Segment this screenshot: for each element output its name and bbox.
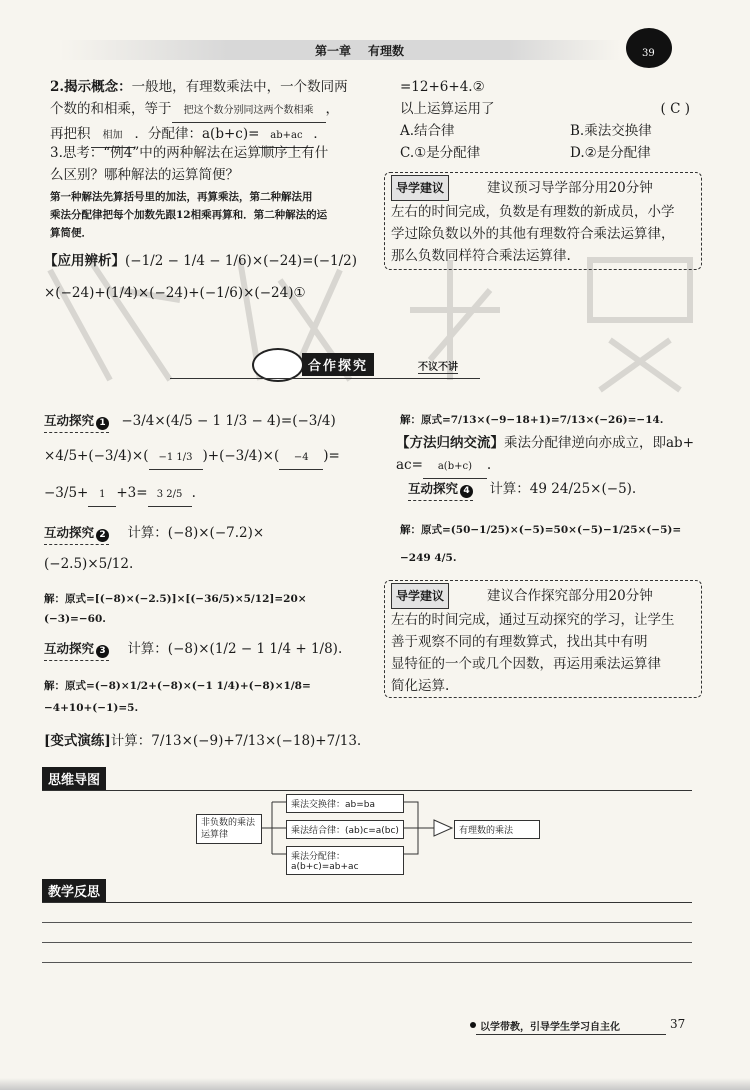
mindmap-item-2: 乘法结合律：(ab)c=a(bc) — [286, 820, 404, 839]
mindmap-item-1: 乘法交换律：ab=ba — [286, 794, 404, 813]
hd2-line2: (−2.5)×5/12. — [44, 556, 134, 572]
footer-page-number: 37 — [670, 1017, 686, 1031]
tip1-line-2: 左右的时间完成，负数是有理数的新成员，小学 — [391, 204, 675, 220]
hd2-label: 互动探究 — [44, 525, 95, 540]
blank-2: 相加 — [91, 125, 135, 148]
hd4-num: 4 — [460, 485, 473, 498]
footer-rule — [476, 1034, 666, 1035]
footer-bullet-icon — [470, 1022, 476, 1028]
hd1 — [44, 410, 374, 507]
tip2-line-1: 建议合作探究部分用20分钟 — [487, 588, 653, 604]
yingyong-line1: (−1/2 − 1/4 − 1/6)×(−24)=(−1/2) — [125, 253, 358, 269]
bottom-edge-shadow — [0, 1078, 750, 1090]
tip2-line-2: 左右的时间完成，通过互动探究的学习，让学生 — [391, 612, 675, 628]
right-solution-cont: 解：原式=7/13×(−9−18+1)=7/13×(−26)=−14. — [400, 414, 664, 426]
option-d: D.②是分配律 — [570, 145, 651, 161]
hd4 — [408, 478, 708, 501]
banner-decoration-icon — [252, 348, 304, 382]
option-c: C.①是分配律 — [400, 145, 481, 161]
item2-line3c: ． — [313, 126, 327, 142]
right-question-text: 以上运算运用了 — [400, 101, 495, 117]
hd1-num: 1 — [96, 417, 109, 430]
hd3-label: 互动探究 — [44, 641, 95, 656]
tip2-line-5: 简化运算. — [391, 678, 450, 694]
right-question-answer: ( C ) — [660, 101, 690, 117]
blank-1: 把这个数分别同这两个数相乘 — [172, 100, 326, 123]
hd1-blank-b: −4 — [279, 447, 323, 470]
banner-rule — [170, 378, 480, 379]
tip-box-2 — [384, 580, 702, 698]
hd2-solution-2: (−3)=−60. — [44, 613, 106, 625]
mindmap-title-text: 思维导图 — [42, 767, 106, 790]
item2 — [50, 76, 360, 148]
fangfa-blank: a(b+c) — [423, 456, 487, 479]
hd3-line1: 计算：(−8)×(1/2 − 1 1/4 + 1/8). — [127, 641, 343, 657]
item2-label: 2.揭示概念： — [50, 79, 132, 95]
mindmap — [190, 790, 550, 870]
hd2-tag — [44, 522, 109, 545]
fangfa-text2b: . — [486, 457, 492, 473]
yingyong-label: 【应用辨析】 — [44, 253, 125, 269]
mindmap-root: 非负数的乘法运算律 — [196, 814, 262, 844]
tip2-line-3: 善于观察不同的有理数算式，找出其中有明 — [391, 634, 648, 650]
tip-box-1 — [384, 172, 702, 270]
tip2-label: 导学建议 — [391, 583, 449, 609]
tip2-line-4: 显特征的一个或几个因数，再运用乘法运算律 — [391, 656, 661, 672]
section-label: 有理数 — [368, 44, 405, 58]
item3-line2: 么区别？哪种解法的运算简便？ — [50, 167, 239, 183]
footer — [470, 1014, 700, 1038]
fangfa-text: 乘法分配律逆向亦成立，即ab+ — [504, 435, 695, 451]
fangfa-text2a: ac= — [396, 457, 423, 473]
item3-answer-2: 乘法分配律把每个加数先跟12相乘再算和．第二种解法的运 — [50, 209, 328, 221]
bianshi-text: 计算：7/13×(−9)+7/13×(−18)+7/13. — [110, 733, 362, 749]
item3 — [50, 142, 370, 242]
hd1-line3c: . — [191, 485, 196, 501]
mindmap-title — [42, 767, 106, 790]
item3-line1: 3.思考：“例4”中的两种解法在运算顺序上有什 — [50, 145, 329, 161]
section-banner — [252, 348, 502, 380]
reflection-line-1 — [42, 922, 692, 923]
item2-line3b: ．分配律：a(b+c)= — [134, 126, 260, 142]
page-header — [60, 40, 620, 60]
option-a: A.结合律 — [400, 123, 455, 139]
hd1-blank-a: −1 1/3 — [149, 447, 203, 470]
fangfa — [396, 432, 706, 479]
hd1-line2b: )+(−3/4)×( — [202, 448, 280, 464]
fangfa-label: 【方法归纳交流】 — [396, 435, 504, 451]
item2-line2b: ， — [325, 101, 339, 117]
page-badge — [626, 28, 672, 68]
hd1-line1: −3/4×(4/5 − 1 1/3 − 4)=(−3/4) — [121, 413, 336, 429]
blank-3: ab+ac — [259, 125, 313, 148]
hd1-blank-c: 1 — [88, 484, 116, 507]
chapter-label: 第一章 — [315, 44, 352, 58]
tip1-line-3: 学过除负数以外的其他有理数符合乘法运算律， — [391, 226, 675, 242]
item3-answer-3: 算简便． — [50, 227, 92, 239]
reflection-line-3 — [42, 962, 692, 963]
hd4-tag — [408, 478, 473, 501]
reflection-rule-top — [42, 902, 692, 903]
tip1-label: 导学建议 — [391, 175, 449, 201]
bianshi-label: [变式演练] — [44, 733, 111, 749]
reflection-line-2 — [42, 942, 692, 943]
item3-answer-1: 第一种解法先算括号里的加法，再算乘法，第二种解法用 — [50, 191, 313, 203]
mindmap-item-3: 乘法分配律：a(b+c)=ab+ac — [286, 846, 404, 875]
right-question — [400, 76, 700, 164]
hd2-num: 2 — [96, 529, 109, 542]
hd2 — [44, 522, 374, 629]
item2-line3a: 再把积 — [50, 126, 91, 142]
hd1-line2a: ×4/5+(−3/4)×( — [44, 448, 149, 464]
hd3-num: 3 — [96, 645, 109, 658]
hd1-label: 互动探究 — [44, 413, 95, 428]
option-b: B.乘法交换律 — [570, 123, 652, 139]
hd1-line3b: +3= — [116, 485, 148, 501]
hd4-solution-2: −249 4/5. — [400, 552, 457, 564]
hd3-solution-1: 解：原式=(−8)×1/2+(−8)×(−1 1/4)+(−8)×1/8= — [44, 680, 311, 692]
hd1-tag — [44, 410, 109, 433]
hd4-solution — [400, 516, 710, 572]
tip1-line-1: 建议预习导学部分用20分钟 — [487, 180, 653, 196]
banner-subtitle: 不议不讲 — [418, 358, 458, 374]
right-continuation: =12+6+4.② — [400, 79, 485, 95]
hd1-line3a: −3/5+ — [44, 485, 89, 501]
mindmap-target: 有理数的乘法 — [454, 820, 540, 839]
footer-slogan: 以学带教，引导学生学习自主化 — [480, 1022, 620, 1033]
hd3 — [44, 638, 374, 719]
hd3-solution-2: −4+10+(−1)=5. — [44, 702, 139, 714]
hd4-solution-1: 解：原式=(50−1/25)×(−5)=50×(−5)−1/25×(−5)= — [400, 524, 682, 536]
page-badge-number: 39 — [642, 48, 655, 59]
reflection-title — [42, 879, 106, 902]
bianshi — [44, 730, 374, 752]
banner-title: 合作探究 — [302, 353, 374, 376]
item2-line1: 一般地，有理数乘法中，一个数同两 — [131, 79, 348, 95]
yingyong-line2: ×(−24)+(1/4)×(−24)+(−1/6)×(−24)① — [44, 285, 306, 301]
tip1-line-4: 那么负数同样符合乘法运算律. — [391, 248, 571, 264]
item2-line2a: 个数的和相乘，等于 — [50, 101, 172, 117]
hd1-line2c: )= — [323, 448, 340, 464]
hd2-line1: 计算：(−8)×(−7.2)× — [127, 525, 265, 541]
hd4-label: 互动探究 — [408, 481, 459, 496]
hd2-solution-1: 解：原式=[(−8)×(−2.5)]×[(−36/5)×5/12]=20× — [44, 593, 307, 605]
hd3-tag — [44, 638, 109, 661]
reflection-title-text: 教学反思 — [42, 879, 106, 902]
hd4-text: 计算：49 24/25×(−5). — [489, 481, 637, 497]
hd1-blank-d: 3 2/5 — [148, 484, 192, 507]
